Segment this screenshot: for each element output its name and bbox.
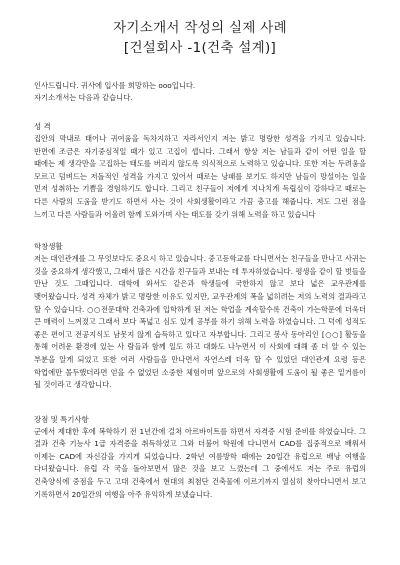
section-body: 군에서 제대한 후에 복학하기 전 1년간에 걸쳐 아르바이트를 하면서 자격증 시험 준비를 하였습니다. 그 결과 건축 기능사 1급 자격증을 취득하였고 그와 더불어 학원에 다니면서 CAD를 집중적으로 배워서 이제는 CAD에 자신감을 가지게 되었습니다. 2학년 여름방학 때에는 20일간 유럽으로 배낭 여행을 다녀왔습니다. 유럽 각 국을 돌아보면서 많은 것을 보고 느꼈는데 그 중에서도 저는 주로 유럽의 건축양식에 중점을 두고 고대 건축에서 현대의 최첨단 건축물에 이르기까지 열심히 찾아다니면서 보고 기록하면서 20일간의 여행을 아주 유익하게 보냈습니다.: [34, 426, 366, 499]
section-heading: 장점 및 특기사항: [34, 414, 89, 424]
section-strengths: [34, 414, 366, 502]
section-heading: 성 격: [34, 122, 51, 131]
section-heading: 학창생활: [34, 242, 63, 252]
greeting-line-2: 자기소개서는 다음과 같습니다.: [34, 93, 133, 102]
section-body: 집안의 막내로 태어나 귀여움을 독차지하고 자라서인지 저는 밝고 명랑한 성격을 가지고 있습니다. 반면에 조금은 자기중심적일 때가 있고 고집이 셉니다. 그래서 항상 저는 남들과 같이 어떤 일을 할 때에는 제 생각만을 고집하는 태도를 버리지 않도록 의식적으로 노력하고 있습니다. 또한 저는 두려움을 모르고 덤벼드는 저돌적인 성격을 가지고 있어서 때로는 낭패를 보기도 하지만 남들이 망설이는 일을 먼저 성취하는 기쁨을 경험하기도 합니다. 그리고 친구들이 저에게 지나치게 독립심이 강하다고 때로는 다른 사람의 도움을 받기도 하면서 사는 것이 사회생활이라고 가끔 충고를 해줍니다. 저도 그런 점을 느끼고 다른 사람들과 어울려 함께 도와가며 사는 태도를 갖기 위해 노력을 하고 있습니다: [34, 134, 366, 219]
greeting-line-1: 인사드립니다. 귀사에 입사를 희망하는 ooo입니다.: [34, 81, 196, 90]
section-personality: [34, 121, 366, 221]
greeting: [34, 80, 366, 104]
title-line-2: [건설회사 -1(건축 설계)]: [123, 40, 277, 56]
section-body: 저는 대인관계를 그 무엇보다도 중요시 하고 있습니다. 중고등학교를 다니면서는 친구들을 만나고 사귀는 것을 중요하게 생각했고, 그래서 많은 시간을 친구들과 보내는 데 투자하였습니다. 평생을 같이 할 벗들을 만난 것도 그때입니다. 대학에 와서도 같은과 학생들에 국한하지 않고 보다 넓은 교우관계를 맺어왔습니다. 성격 자체가 밝고 명랑한 이유도 있지만, 교우관계의 폭을 넓히려는 저의 노력의 결과라고 할 수 있습니다. ○○전문대학 건축과에 입학하게 된 저는 학업을 계속할수록 건축이 가는학문에 더욱더 큰 매력이 느껴졌고 그래서 보다 폭넓고 심도 있게 공부를 하기 위해 노력을 하였습니다. 그 덕에 성적도 좋은 편이고 전공지식도 남못지 않게 습득하고 있다고 자부합니다. 그리고 봉사 동아리인 [○○] 활동을 통해 어려운 환경에 있는 사 람들과 함께 일도 하고 대화도 나누면서 이 사회에 대해 좀 더 알 수 있는 부분을 알게 되었고 또한 여러 사람들을 만나면서 자연스레 더욱 할 수 있었던 대인관계 요령 등은 학업에만 몰두했더라면 얻을 수 없었던 소중한 체험이며 앞으로의 사회생활에 도움이 될 좋은 밑거름이 될 것이라고 생각합니다.: [34, 254, 366, 390]
section-school-life: [34, 241, 366, 392]
document-title: [34, 18, 366, 58]
title-line-1: 자기소개서 작성의 실제 사례: [113, 20, 287, 36]
